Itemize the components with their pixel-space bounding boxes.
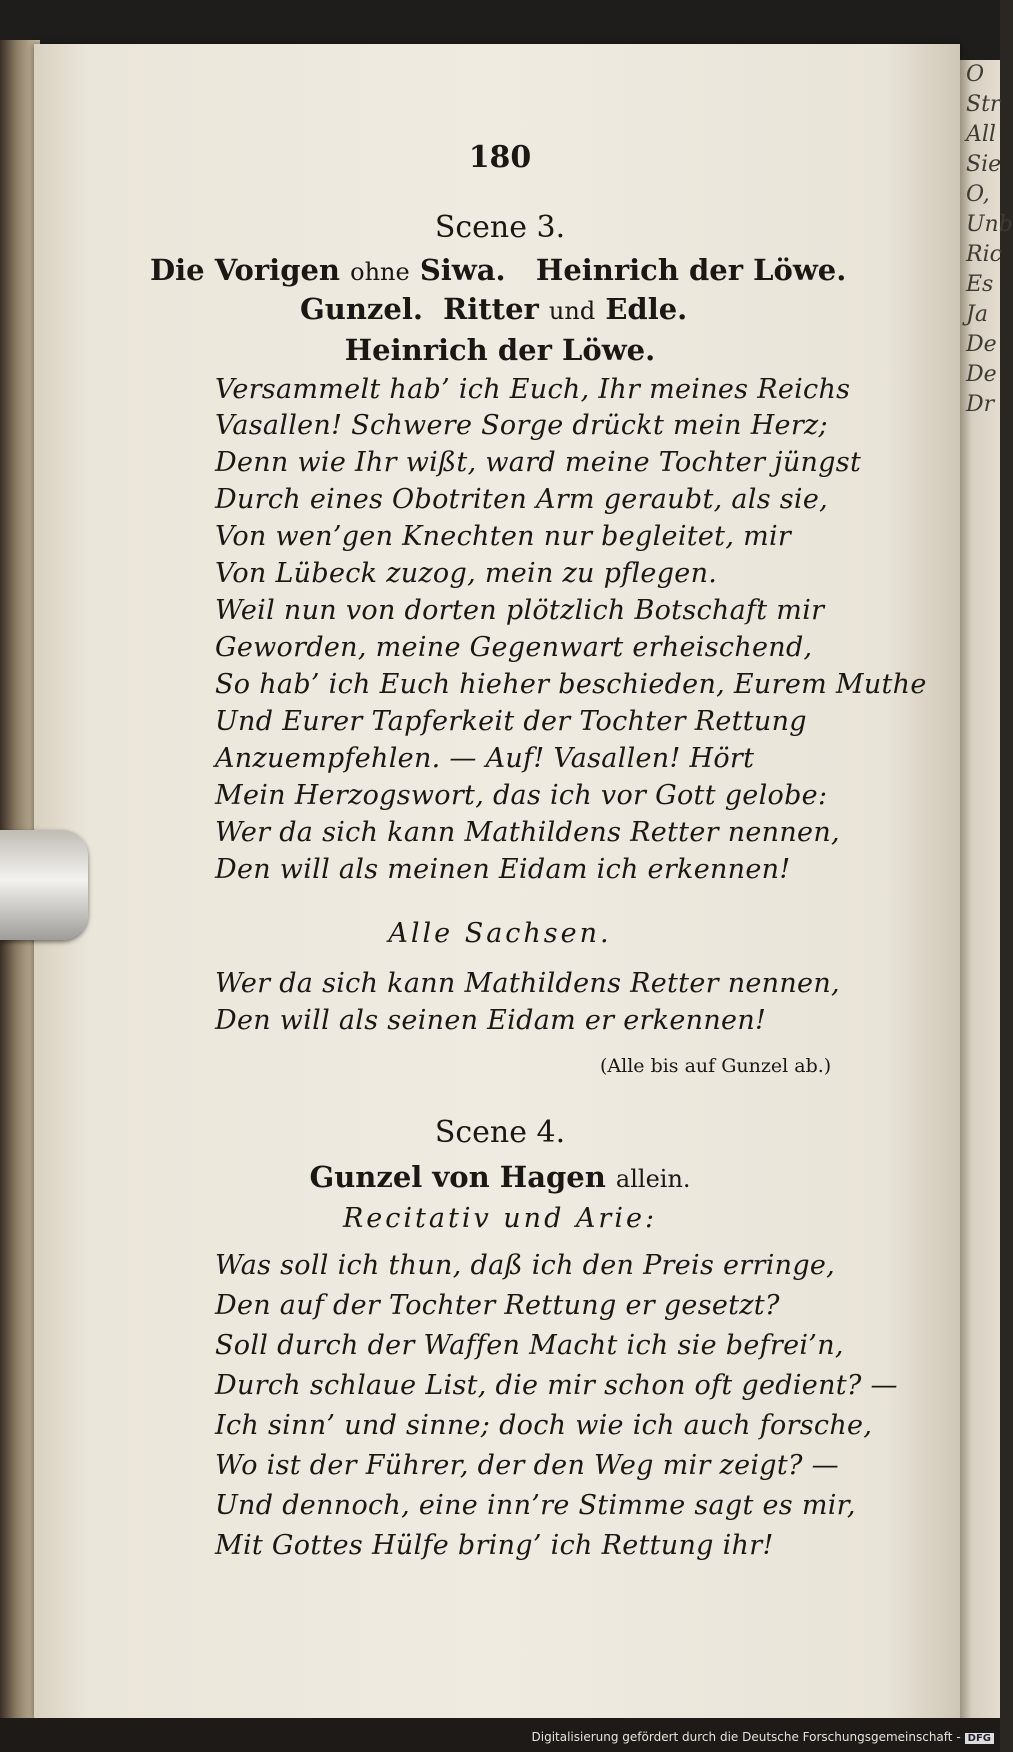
- verse-line: Soll durch der Waffen Macht ich sie befrei’n,: [215, 1330, 844, 1361]
- verse-line: Von Lübeck zuzog, mein zu pflegen.: [215, 558, 718, 589]
- stage-character: Gunzel von Hagen: [309, 1160, 606, 1194]
- next-page-fragment: De: [966, 332, 997, 357]
- verse-line: Den will als meinen Eidam ich erkennen!: [215, 854, 791, 885]
- next-page-fragment: De: [966, 362, 997, 387]
- verse-line: Durch schlaue List, die mir schon oft gedient? —: [215, 1370, 898, 1401]
- page-number: 180: [468, 140, 532, 175]
- verse-line: Den auf der Tochter Rettung er gesetzt?: [215, 1290, 780, 1321]
- stage-character: Gunzel.: [300, 292, 423, 326]
- exit-stage-direction: (Alle bis auf Gunzel ab.): [600, 1055, 832, 1077]
- verse-line: Mit Gottes Hülfe bring’ ich Rettung ihr!: [215, 1530, 774, 1561]
- stage-character: Edle.: [605, 292, 688, 326]
- stage-connector: und: [548, 297, 596, 325]
- verse-line: Was soll ich thun, daß ich den Preis erringe,: [215, 1250, 836, 1281]
- verse-line: Und Eurer Tapferkeit der Tochter Rettung: [215, 706, 807, 737]
- verse-line: Durch eines Obotriten Arm geraubt, als sie,: [215, 484, 828, 515]
- verse-line: Von wen’gen Knechten nur begleitet, mir: [215, 521, 792, 552]
- digitization-credit: [532, 1730, 995, 1744]
- credit-text: Digitalisierung gefördert durch die Deutsche Forschungsgemeinschaft -: [531, 1730, 961, 1744]
- verse-line: Vasallen! Schwere Sorge drückt mein Herz;: [215, 410, 828, 441]
- stage-character: Ritter: [443, 292, 539, 326]
- musical-form-heading: Recitativ und Arie:: [342, 1203, 658, 1234]
- scene-3-title: Scene 3.: [434, 210, 566, 245]
- next-page-fragment: Ja: [966, 302, 988, 327]
- stage-connector: ohne: [350, 258, 410, 286]
- scene-4-title: Scene 4.: [434, 1115, 566, 1150]
- verse-line: Anzuempfehlen. — Auf! Vasallen! Hört: [215, 743, 755, 774]
- next-page-fragment: Str: [966, 92, 1001, 117]
- chorus-verse-line: Wer da sich kann Mathildens Retter nennen,: [215, 968, 840, 999]
- next-page-edge: [960, 60, 1013, 1720]
- next-page-fragment: Sie: [966, 152, 1002, 177]
- verse-line: Weil nun von dorten plötzlich Botschaft mir: [215, 595, 825, 626]
- speaker-alle-sachsen: Alle Sachsen.: [388, 918, 612, 949]
- stage-characters: Die Vorigen: [150, 253, 341, 287]
- next-page-fragment: All: [966, 122, 996, 147]
- verse-line: Ich sinn’ und sinne; doch wie ich auch forsche,: [215, 1410, 873, 1441]
- stage-note: allein.: [615, 1165, 691, 1193]
- chorus-verse-line: Den will als seinen Eidam er erkennen!: [215, 1005, 767, 1036]
- next-page-fragment: Ric: [966, 242, 1002, 267]
- next-page-fragment: Es: [966, 272, 994, 297]
- next-page-fragment: O: [966, 62, 985, 87]
- stage-direction-line-2: [300, 292, 687, 326]
- next-page-fragment: Dr: [966, 392, 995, 417]
- stage-character: Siwa.: [419, 253, 506, 287]
- speaker-heinrich: Heinrich der Löwe.: [344, 333, 656, 367]
- next-page-fragment: O,: [966, 182, 990, 207]
- dfg-logo: DFG: [965, 1733, 994, 1744]
- verse-line: So hab’ ich Euch hieher beschieden, Eurem Muthe: [215, 669, 927, 700]
- next-page-fragment: Unb: [966, 212, 1013, 237]
- verse-line: Wer da sich kann Mathildens Retter nennen,: [215, 817, 840, 848]
- verse-line: Geworden, meine Gegenwart erheischend,: [215, 632, 813, 663]
- verse-line: Versammelt hab’ ich Euch, Ihr meines Reichs: [215, 374, 851, 405]
- verse-line: Mein Herzogswort, das ich vor Gott gelobe:: [215, 780, 828, 811]
- stage-character: Heinrich der Löwe.: [535, 253, 847, 287]
- verse-line: Und dennoch, eine inn’re Stimme sagt es mir,: [215, 1490, 856, 1521]
- stage-direction-line-1: [150, 253, 846, 287]
- stage-direction-scene-4: [0, 1160, 1000, 1194]
- verse-line: Wo ist der Führer, der den Weg mir zeigt? —: [215, 1450, 839, 1481]
- verse-line: Denn wie Ihr wißt, ward meine Tochter jüngst: [215, 447, 862, 478]
